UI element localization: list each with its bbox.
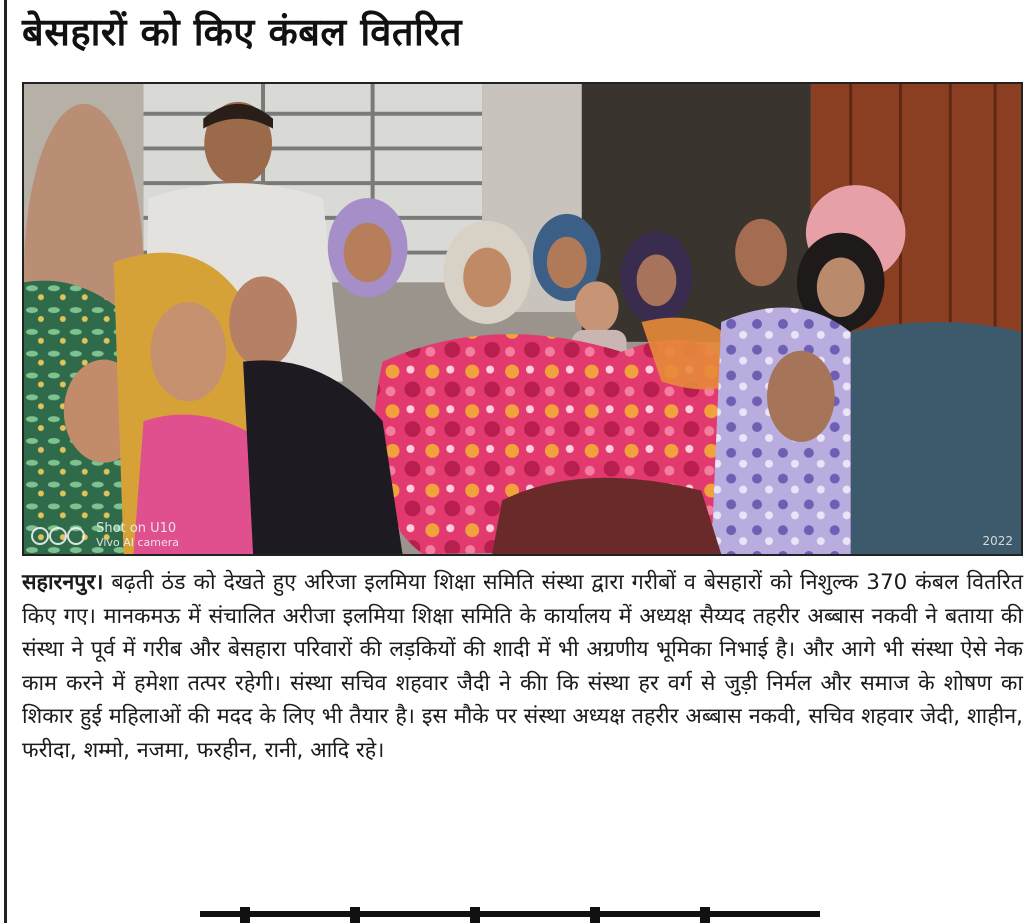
column-rule [4, 0, 7, 923]
year-watermark: 2022 [982, 534, 1013, 548]
camera-icon [30, 525, 86, 547]
article-body [22, 566, 1023, 767]
dateline: सहारनपुर। [22, 570, 104, 595]
article-headline: बेसहारों को किए कंबल वितरित [22, 10, 463, 54]
watermark-line-1: Shot on U10 [96, 521, 177, 536]
camera-watermark [30, 522, 179, 550]
watermark-line-2: Vivo AI camera [96, 536, 180, 549]
next-article-headline-cut [0, 904, 1033, 923]
blanket-distribution-photo [24, 84, 1021, 554]
article-text: बढ़ती ठंड को देखते हुए अरिजा इलमिया शिक्षा समिति संस्था द्वारा गरीबों व बेसहारों को निशुल्क 370 कंबल वितरित किए गए। मानकमऊ में संचालित अरीजा इलमिया शिक्षा समिति के कार्यालय में अध्यक्ष सैय्यद तहरीर अब्बास नकवी ने बताया की संस्था ने पूर्व में गरीब और बेसहारा परिवारों की लड़कियों की शादी में भी अग्रणीय भूमिका निभाई है। और आगे भी संस्था ऐसे नेक काम करने में हमेशा तत्पर रहेगी। संस्था सचिव शहवार जैदी ने कीा कि संस्था हर वर्ग से जुड़ी निर्मल और समाज के शोषण का शिकार हुई महिलाओं की मदद के लिए भी तैयार है। इस मौके पर संस्था अध्यक्ष तहरीर अब्बास नकवी, सचिव शहवार जेदी, शाहीन, फरीदा, शम्मो, नजमा, फरहीन, रानी, आदि रहे। [22, 570, 1023, 763]
next-headline-glyphs [200, 906, 820, 923]
news-photo [22, 82, 1023, 556]
